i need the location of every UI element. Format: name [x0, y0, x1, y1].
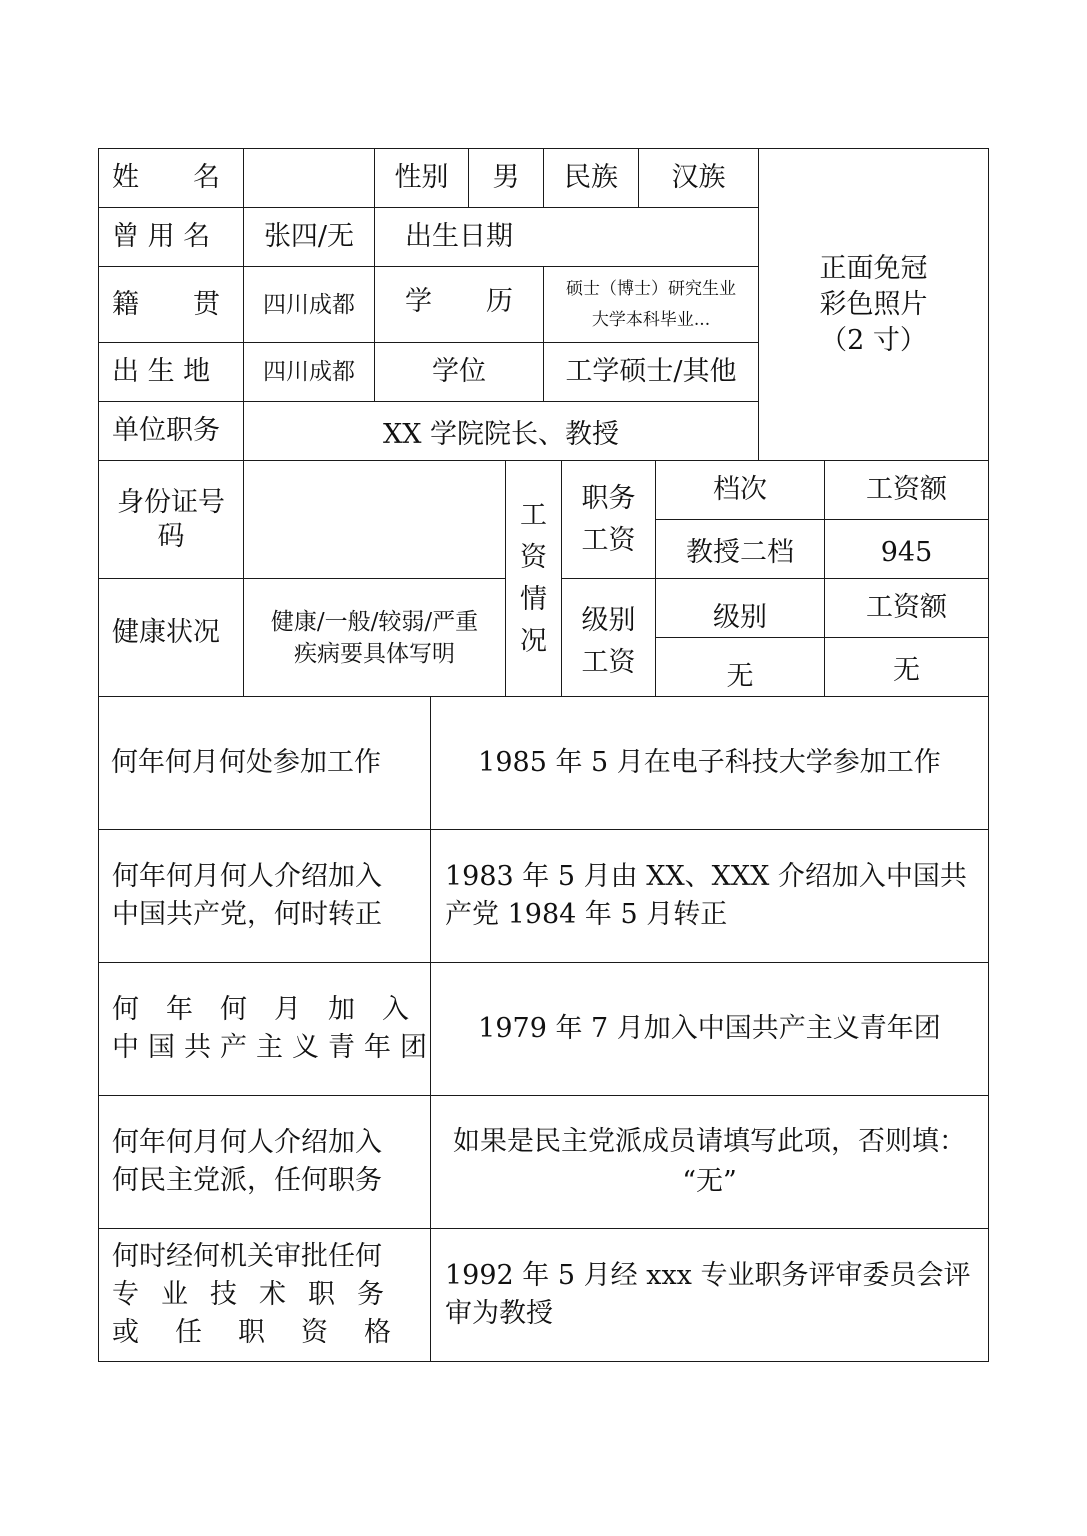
unit-position-value[interactable]: XX 学院院长、教授 — [382, 419, 620, 450]
level-salary-label-line-1: 级别 — [581, 604, 636, 636]
amount-header: 工资额 — [866, 474, 947, 505]
party-join-label-line-1: 何年何月何人介绍加入 — [112, 861, 382, 892]
id-number-label-line-1: 身份证号 — [117, 486, 225, 518]
id-number-label — [99, 461, 243, 578]
name-label: 姓 名 — [112, 162, 220, 193]
ethnicity-label: 民族 — [564, 162, 618, 193]
gender-value[interactable]: 男 — [492, 162, 520, 193]
native-place-label: 籍 贯 — [112, 288, 220, 320]
amount-value[interactable]: 945 — [880, 537, 933, 568]
professional-title-label-line-1: 何时经何机关审批任何 — [112, 1241, 382, 1272]
ethnicity-value[interactable]: 汉族 — [671, 162, 726, 193]
party-join-label — [99, 830, 430, 962]
education-value-line-1: 硕士（博士）研究生业 — [566, 278, 736, 299]
birth-date-value[interactable] — [544, 208, 758, 266]
health-value-line-1: 健康/一般/较弱/严重 — [270, 608, 479, 635]
education-value-line-2: 大学本科毕业... — [591, 309, 711, 330]
democratic-party-value-line-1: 如果是民主党派成员请填写此项，否则填： — [453, 1126, 966, 1157]
salary-char-4: 况 — [520, 625, 547, 657]
democratic-party-value-line-2: “无” — [682, 1166, 737, 1197]
education-value[interactable] — [544, 267, 758, 342]
league-join-label — [99, 963, 436, 1095]
former-name-value[interactable]: 张四/无 — [263, 221, 355, 252]
professional-title-label-line-3: 或任职资格 — [112, 1317, 427, 1348]
health-value[interactable] — [244, 579, 505, 696]
level-salary-label — [562, 579, 655, 704]
grade-value[interactable]: 教授二档 — [686, 537, 794, 568]
post-salary-label — [562, 461, 655, 578]
level-value[interactable]: 无 — [726, 661, 754, 692]
native-place-value[interactable]: 四川成都 — [263, 291, 355, 318]
photo-line-1: 正面免冠 — [819, 252, 928, 284]
degree-value[interactable]: 工学硕士/其他 — [565, 356, 737, 387]
id-number-value[interactable] — [244, 461, 505, 578]
birthplace-value[interactable]: 四川成都 — [263, 359, 355, 385]
level-salary-label-line-2: 工资 — [581, 646, 636, 678]
league-join-label-line-2: 中国共产主义青年团 — [112, 1032, 436, 1063]
level-amount-header: 工资额 — [866, 592, 947, 623]
birth-date-label: 出生日期 — [405, 221, 513, 252]
health-value-line-2: 疾病要具体写明 — [294, 640, 455, 667]
salary-char-2: 资 — [520, 541, 547, 573]
photo-line-2: 彩色照片 — [819, 288, 928, 320]
post-salary-label-line-1: 职务 — [581, 482, 636, 514]
level-amount-value[interactable]: 无 — [893, 655, 920, 686]
photo-placeholder — [759, 149, 988, 460]
salary-section-label — [506, 461, 561, 696]
league-join-value[interactable]: 1979 年 7 月加入中国共产主义青年团 — [478, 1013, 941, 1044]
democratic-party-label-line-2: 何民主党派，任何职务 — [112, 1165, 382, 1196]
id-number-label-line-2: 码 — [157, 520, 185, 552]
former-name-label: 曾 用 名 — [112, 221, 211, 252]
health-label: 健康状况 — [112, 617, 220, 648]
salary-char-1: 工 — [520, 499, 547, 531]
work-start-label: 何年何月何处参加工作 — [111, 747, 381, 778]
work-start-value[interactable]: 1985 年 5 月在电子科技大学参加工作 — [478, 747, 941, 778]
unit-position-label: 单位职务 — [112, 415, 220, 446]
democratic-party-label-line-1: 何年何月何人介绍加入 — [112, 1127, 382, 1158]
party-join-value[interactable]: 1983 年 5 月由 XX、XXX 介绍加入中国共产党 1984 年 5 月转正 — [445, 861, 967, 930]
democratic-party-label — [99, 1096, 430, 1228]
degree-label: 学位 — [432, 356, 486, 387]
name-value[interactable] — [244, 149, 374, 207]
level-header: 级别 — [713, 602, 767, 633]
birthplace-label: 出 生 地 — [112, 356, 211, 387]
professional-title-value[interactable]: 1992 年 5 月经 xxx 专业职务评审委员会评审为教授 — [445, 1260, 971, 1329]
post-salary-label-line-2: 工资 — [581, 524, 636, 556]
professional-title-label-line-2: 专业技术职务 — [112, 1279, 406, 1310]
gender-label: 性别 — [394, 162, 449, 193]
grade-header: 档次 — [713, 474, 767, 505]
professional-title-label — [99, 1229, 430, 1361]
party-join-label-line-2: 中国共产党，何时转正 — [112, 899, 382, 930]
league-join-label-line-1: 何 年 何 月 加 入 — [112, 994, 409, 1025]
democratic-party-value[interactable] — [431, 1096, 988, 1228]
salary-char-3: 情 — [520, 583, 547, 615]
photo-line-3: （2 寸） — [820, 324, 927, 356]
education-label: 学 历 — [405, 286, 513, 317]
